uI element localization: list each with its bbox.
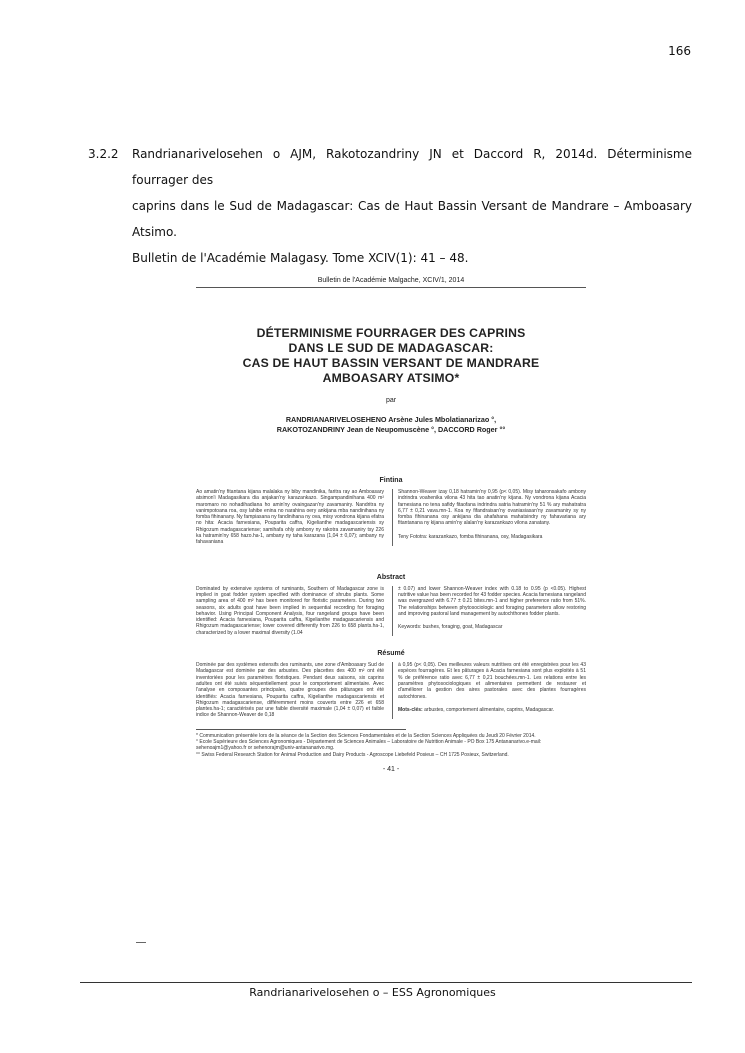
title-line: AMBOASARY ATSIMO*: [322, 371, 460, 385]
footnote: °° Swiss Federal Research Station for Animal Production and Dairy Products - Agroscope Liebefeld Posieux – CH 1725 Posieux, Switzerland.: [196, 751, 509, 758]
reference-text: [132, 141, 692, 271]
abstract-right-column: [392, 586, 586, 636]
author-line: RAKOTOZANDRINY Jean de Neupomuscène °, DACCORD Roger °°: [276, 425, 506, 434]
resume-columns: [196, 662, 586, 719]
fintina-right-column: [392, 489, 586, 546]
footer-rule: [80, 982, 692, 983]
article-title: [196, 326, 586, 386]
reference-line: caprins dans le Sud de Madagascar: Cas de Haut Bassin Versant de Mandrare – Amboasary Atsimo.: [132, 199, 692, 239]
resume-keywords-label: Mots-clés:: [398, 706, 423, 713]
abstract-left-text: Dominated by extensive systems of ruminants, Southern of Madagascar zone is implied in goat fodder system specified with dominance of shrubs plants. Some sampling area of 400 m² has been monitored for floristic parameters. During two seasons, six adults goat have been implied in sequential recording for foraging behavior. Using Principal Component Analysis, four rangeland groups have been identified: Acacia farnesiana, Pouparita caffra, Kigelianthe madagascariensis and Rhigozum madagascariense; lower covered differently from 226 to 658 plants.ha-1, characterized by a lower maximal diversity (1.04: [196, 585, 384, 636]
page-number: 166: [668, 44, 691, 58]
reference-line: Bulletin de l'Académie Malagasy. Tome XCIV(1): 41 – 48.: [132, 251, 469, 265]
title-line: DANS LE SUD DE MADAGASCAR:: [288, 341, 494, 355]
footer-text: Randrianarivelosehen o – ESS Agronomiques: [249, 986, 496, 999]
footnote: ° Ecole Supérieure des Sciences Agronomiques - Département de Sciences Animales – Laboratoire de Nutrition Animale - PO Box 175 Antananarivo.e-mail: sehenoajm1@yahoo.fr or sehenorajm@univ-antananarivo.mg.: [196, 739, 542, 752]
reference-number: 3.2.2: [88, 147, 119, 161]
fintina-keywords: Teny Fototra: karazankazo, fomba fihinanana, osy, Madagasikara: [398, 533, 543, 540]
footnotes: [196, 729, 542, 758]
header-rule: [196, 287, 586, 288]
small-dash-mark: [136, 942, 146, 943]
par-label: par: [385, 397, 397, 404]
abstract-keywords: Keywords: bushes, foraging, goat, Madagascar: [398, 624, 503, 631]
title-line: DÉTERMINISME FOURRAGER DES CAPRINS: [256, 326, 526, 340]
scan-page-number: - 41 -: [382, 765, 400, 773]
resume-heading: Résumé: [377, 650, 405, 658]
resume-right-column: [392, 662, 586, 719]
fintina-left-text: Ao amatin'ny fitantana kijana malalaka ny biby mandinika, faritra ray ao Amboasary atsimon'i Madagasikara dia anjakan'ny karazankazo. Singampandinihana 400 m² maromaro no nohadihadiana ho amin'ny ovaingazan'ny zavamaniry. Nandritra ny vanimpotoana roa, osy lahibe enina no narahina oery ankijana mba nandinihana ny fomba fihinanany. Ny fampiasana ny fandinihana ny ova, misy vondrona kijana efatra no hita: Acacia farnesiana, Pouparita caffra, Kigelianthe madagascariensis sy Rhigozum madagascariense; samihafa ohly ambony ny rakotra zavamaniry tsy 226 ka hatramin'ny 658 hazo.ha-1, ambany ny taha karazana (1,04 ± 0,07); ambany ny fahavaniana: [196, 489, 384, 546]
abstract-heading: Abstract: [376, 573, 406, 581]
reference-entry: [88, 141, 692, 271]
resume-keywords-text: arbustes, comportement alimentaire, caprins, Madagascar.: [422, 706, 555, 713]
scanned-article-page: [196, 268, 586, 888]
journal-header: Bulletin de l'Académie Malgache, XCIV/1, 2014: [317, 277, 465, 284]
fintina-section: [196, 477, 586, 546]
resume-section: [196, 650, 586, 719]
fintina-columns: [196, 489, 586, 546]
fintina-right-text: Shannon-Weaver izay 0,18 hatramin'ny 0,95 (p< 0,05). Misy taharonsakafo ambony indrindra voahenika vilona 43 hita tao anatin'ny kijana. Ny vondrona kijana Acacia farnesiana no tena safidy fitaofana indrindra satria hatramin'ny 51 % ary mahatratra 6,77 ± 0,21 vava.mn-1. Koa ny fifandraisan'ny ovaniasiasan'ny zavamaniry sy ny fomba fihinanana osy ankijana dia ahafahana mahatsindry ny fahavariana ary fitantanana ny kijana amin'ny alalan'ny karazankazo vilona zanatany.: [398, 489, 586, 527]
author-line: RANDRIANARIVELOSEHENO Arsène Jules Mbolatianarizao °,: [285, 415, 497, 424]
abstract-section: [196, 574, 586, 636]
resume-right-text: à 0,95 (p< 0,05). Des meilleures valeurs nutritives ont été enregistrées pour les 43 espèces fourragères. Et les pâturages à Acacia farnesiana sont plus exploités à 51 % de préférence ratio avec 6,77 ± 0,21 bouchées.mn-1. Les relations entre les paramètres phytosociologiques et alimentaires permettent de restaurer et d'améliorer la gestion des aires pastorales avec des plantes fourragères autochtones.: [398, 662, 586, 700]
abstract-right-text: ± 0.07) and lower Shannon-Weaver index with 0.18 to 0.95 (p <0.05). Highest nutritive value has been recorded for 43 fodder species. Acacia farnesiana rangeland was overgrazed with 6.77 ± 0.21 bites.mn-1 and higher preference ratio from 51%. The relationships between phytosociologic and foraging parameters allow restoring and improving pastoral land management by autochthones fodder plants.: [398, 585, 586, 617]
fintina-heading: Fintina: [379, 477, 403, 484]
title-line: CAS DE HAUT BASSIN VERSANT DE MANDRARE: [242, 356, 540, 370]
footnote: * Communication présentée lors de la séance de la Section des Sciences Fondamentales et de la Section Sciences Appliquées du Jeudi 20 Février 2014.: [196, 732, 536, 739]
footnotes-block: [196, 729, 586, 758]
authors: [196, 415, 586, 435]
resume-keywords: [398, 707, 586, 713]
abstract-columns: [196, 586, 586, 636]
resume-left-text: Dominée par des systèmes extensifs des ruminants, une zone d'Amboasary Sud de Madagascar est dominée par des arbustes. Des placettes des 400 m² ont été inventoriées pour les paramètres floristiques. Pendant deux saisons, six caprins adultes ont été suivis séquentiellement pour le comportement alimentaire. Avec l'analyse en composantes principales, quatre groupes des pâturages ont été identifiés: Acacia farnesiana, Pouparita caffra, Kigelianthe madagascariensis et Rhigozum madagascariense, différemment moins couverts entre 226 et 658 plantes.ha-1; caractérisés par une faible diversité maximale (1,04 ± 0,07) et faible indice de Shannon-Weaver de 0,18: [196, 662, 384, 719]
reference-line: Randrianarivelosehen o AJM, Rakotozandriny JN et Daccord R, 2014d. Déterminisme fourrager des: [132, 147, 692, 187]
